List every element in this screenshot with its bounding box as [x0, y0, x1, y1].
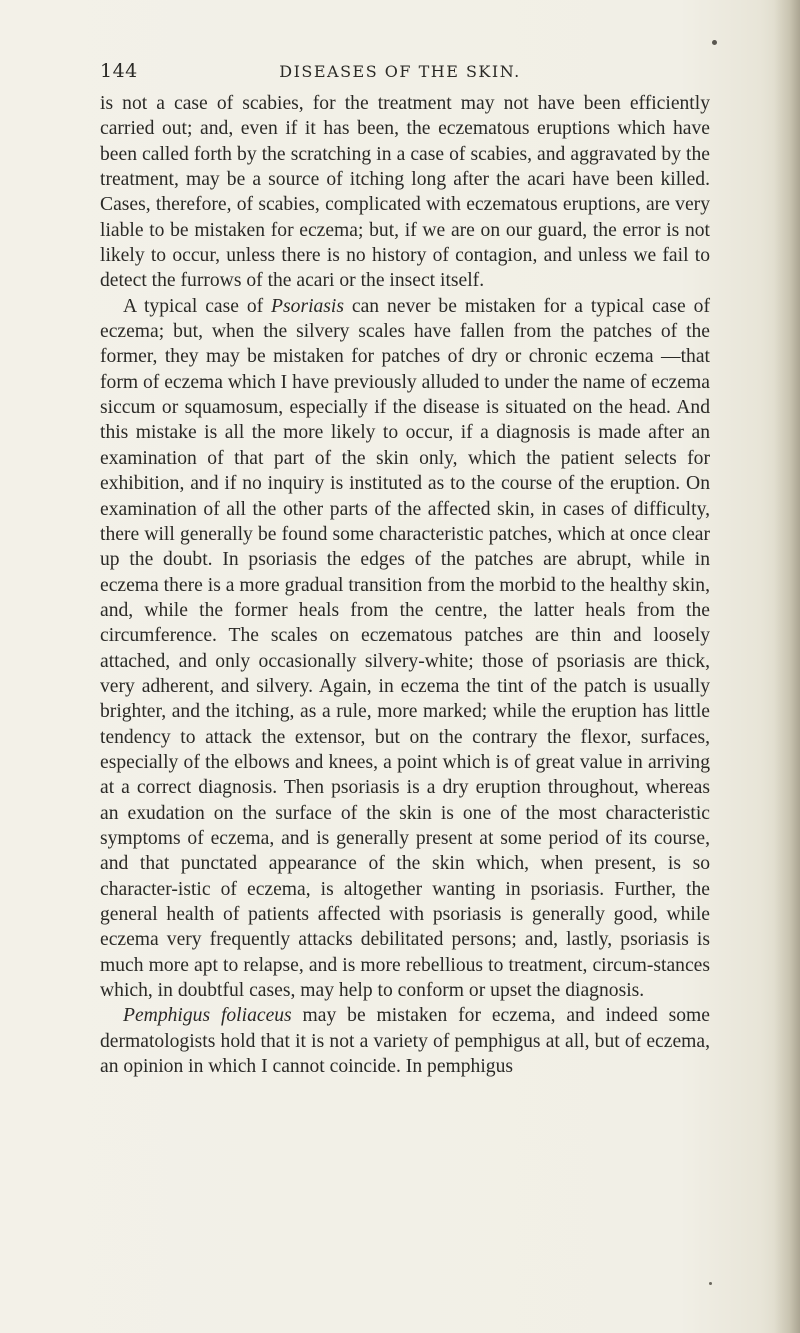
- running-head: DISEASES OF THE SKIN.: [279, 62, 521, 81]
- paragraph-lead: A typical case of: [123, 295, 272, 317]
- page-edge-shadow: [774, 0, 800, 1333]
- paragraph-text: can never be mistaken for a typical case of eczema; but, when the silvery scales have fallen from the patches of the former, they may be mistaken for patches of dry or chronic eczema —that form of eczema which I have previously alluded to under the name of eczema siccum or squamosum, especially if the disease is situated on the head. And this mistake is all the more likely to occur, if a diagnosis is made after an examination of that part of the skin only, which the patient selects for exhibition, and if no inquiry is instituted as to the course of the eruption. On examination of all the other parts of the affected skin, in cases of difficulty, there will generally be found some characteristic patches, which at once clear up the doubt. In psoriasis the edges of the patches are abrupt, while in eczema there is a more gradual transition from the morbid to the healthy skin, and, while the former heals from the centre, the latter heals from the circumference. The scales on eczematous patches are thin and loosely attached, and only occasionally silvery-white; those of psoriasis are thick, very adherent, and silvery. Again, in eczema the tint of the patch is usually brighter, and the itching, as a rule, more marked; while the eruption has little tendency to attack the extensor, but on the contrary the flexor, surfaces, especially of the elbows and knees, a point which is of great value in arriving at a correct diagnosis. Then psoriasis is a dry eruption throughout, whereas an exudation on the surface of the skin is one of the most characteristic symptoms of eczema, and is generally present at some period of its course, and that punctated appearance of the skin which, when present, is so character-istic of eczema, is altogether wanting in psoriasis. Further, the general health of patients affected with psoriasis is generally good, while eczema very frequently attacks debilitated persons; and, lastly, psoriasis is much more apt to relapse, and is more rebellious to treatment, circum-stances which, in doubtful cases, may help to conform or upset the diagnosis.: [100, 295, 710, 1002]
- paragraph-text: is not a case of scabies, for the treatment may not have been efficiently carried out; and, even if it has been, the eczematous eruptions which have been called forth by the scratching in a case of scabies, and aggravated by the treatment, may be a source of itching long after the acari have been killed. Cases, therefore, of scabies, complicated with eczematous eruptions, are very liable to be mistaken for eczema; but, if we are on our guard, the error is not likely to occur, unless there is no history of contagion, and unless we fail to detect the furrows of the acari or the insect itself.: [100, 93, 710, 292]
- term-pemphigus-foliaceus: Pemphigus foliaceus: [123, 1005, 292, 1027]
- paragraph-text: may be mistaken for eczema, and indeed some dermatologists hold that it is not a variety of pemphigus at all, but of eczema, an opinion in which I cannot coincide. In pemphigus: [100, 1005, 710, 1078]
- paragraph-scabies: [100, 91, 710, 294]
- ink-speck: [712, 40, 717, 45]
- body-text: [100, 91, 710, 1079]
- paragraph-pemphigus: [100, 1003, 710, 1079]
- page-number: 144: [100, 60, 138, 82]
- page-header: [100, 56, 710, 86]
- term-psoriasis: Psoriasis: [271, 295, 344, 317]
- paragraph-psoriasis: [100, 294, 710, 1004]
- ink-speck: [709, 1282, 712, 1285]
